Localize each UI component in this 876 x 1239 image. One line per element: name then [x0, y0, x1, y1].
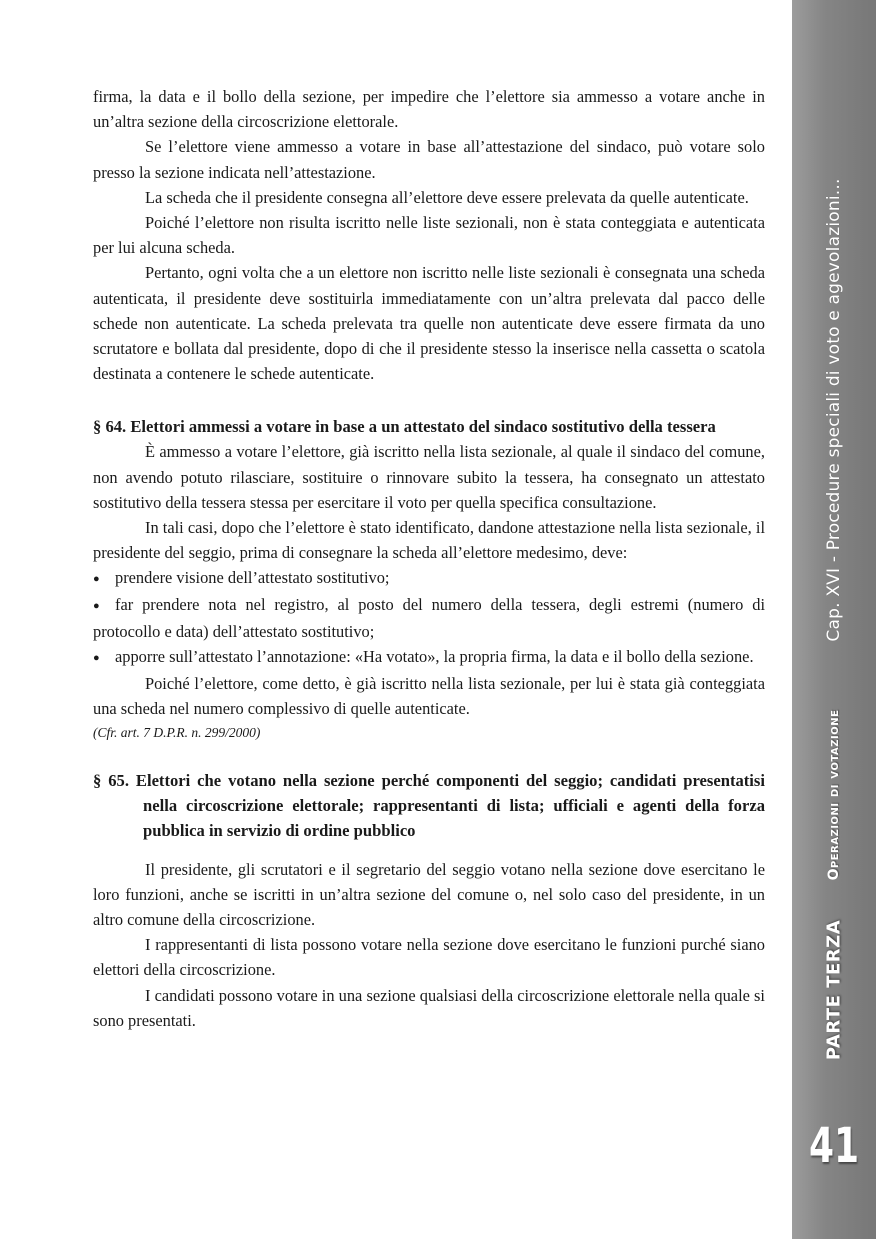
paragraph: La scheda che il presidente consegna all’elettore deve essere prelevata da quelle autenticate.: [145, 187, 749, 207]
page-number: 41: [808, 1118, 860, 1174]
list-item: [93, 644, 765, 671]
paragraph: Poiché l’elettore non risulta iscritto nelle liste sezionali, non è stata conteggiata e autenticata per lui alcuna scheda.: [93, 213, 765, 258]
section-title: Operazioni di votazione: [826, 709, 842, 881]
list-item-text: apporre sull’attestato l’annotazione: «Ha votato», la propria firma, la data e il bollo della sezione.: [115, 647, 754, 667]
paragraph: Il presidente, gli scrutatori e il segretario del seggio votano nella sezione dove esercitano le loro funzioni, anche se iscritti in un’altra sezione del comune o, nel solo caso del presidente, in un altro comune della circoscrizione.: [93, 859, 765, 929]
paragraph: Poiché l’elettore, come detto, è già iscritto nella lista sezionale, per lui è stata già conteggiata una scheda nel numero complessivo di quelle autenticate.: [93, 674, 765, 719]
paragraph: firma, la data e il bollo della sezione, per impedire che l’elettore sia ammesso a votare anche in un’altra sezione della circoscrizione elettorale.: [93, 87, 765, 132]
paragraph: È ammesso a votare l’elettore, già iscritto nella lista sezionale, al quale il sindaco del comune, non avendo potuto rilasciare, sostituire o rinnovare subito la tessera, ha consegnato un attestato sostitutivo della tessera stessa per esercitare il voto per quella specifica consultazione.: [93, 442, 765, 512]
chapter-sidebar: [792, 0, 876, 1239]
list-item: [93, 592, 765, 644]
paragraph: I rappresentanti di lista possono votare nella sezione dove esercitano le funzioni purché siano elettori della circoscrizione.: [93, 935, 765, 980]
bullet-icon: ●: [93, 599, 100, 612]
paragraph: Pertanto, ogni volta che a un elettore non iscritto nelle liste sezionali è consegnata una scheda autenticata, il presidente deve sostituirla immediatamente con un’altra prelevata dal pacco delle schede non autenticate. La scheda prelevata tra quelle non autenticate deve essere firmata da uno scrutatore e bollata dal presidente, dopo di che il presidente stesso la inserisce nella cassetta o scatola destinata a contenere le schede autenticate.: [93, 263, 765, 384]
page-body: [93, 84, 765, 1033]
chapter-title: Cap. XVI - Procedure speciali di voto e agevolazioni...: [824, 178, 844, 642]
list-item-text: far prendere nota nel registro, al posto del numero della tessera, degli estremi (numero di protocollo e data) dell’attestato sostitutivo;: [93, 595, 765, 642]
section-65-heading: § 65. Elettori che votano nella sezione perché componenti del seggio; candidati presentatisi nella circoscrizione elettorale; rappresentanti di lista; ufficiali e agenti della forza pubblica in servizio di ordine pubblico: [93, 770, 765, 840]
legal-reference: (Cfr. art. 7 D.P.R. n. 299/2000): [93, 724, 261, 740]
bullet-list: [93, 565, 765, 671]
bullet-icon: ●: [93, 651, 100, 664]
list-item-text: prendere visione dell’attestato sostitutivo;: [115, 568, 390, 588]
paragraph: In tali casi, dopo che l’elettore è stato identificato, dandone attestazione nella lista sezionale, il presidente del seggio, prima di consegnare la scheda all’elettore medesimo, deve:: [93, 518, 765, 563]
section-64-heading: § 64. Elettori ammessi a votare in base a un attestato del sindaco sostitutivo della tessera: [93, 417, 716, 437]
paragraph: I candidati possono votare in una sezione qualsiasi della circoscrizione elettorale nella quale si sono presentati.: [93, 985, 765, 1030]
list-item: [93, 565, 765, 592]
paragraph: Se l’elettore viene ammesso a votare in base all’attestazione del sindaco, può votare solo presso la sezione indicata nell’attestazione.: [93, 137, 765, 182]
bullet-icon: ●: [93, 573, 100, 586]
part-title: PARTE TERZA: [823, 919, 845, 1061]
